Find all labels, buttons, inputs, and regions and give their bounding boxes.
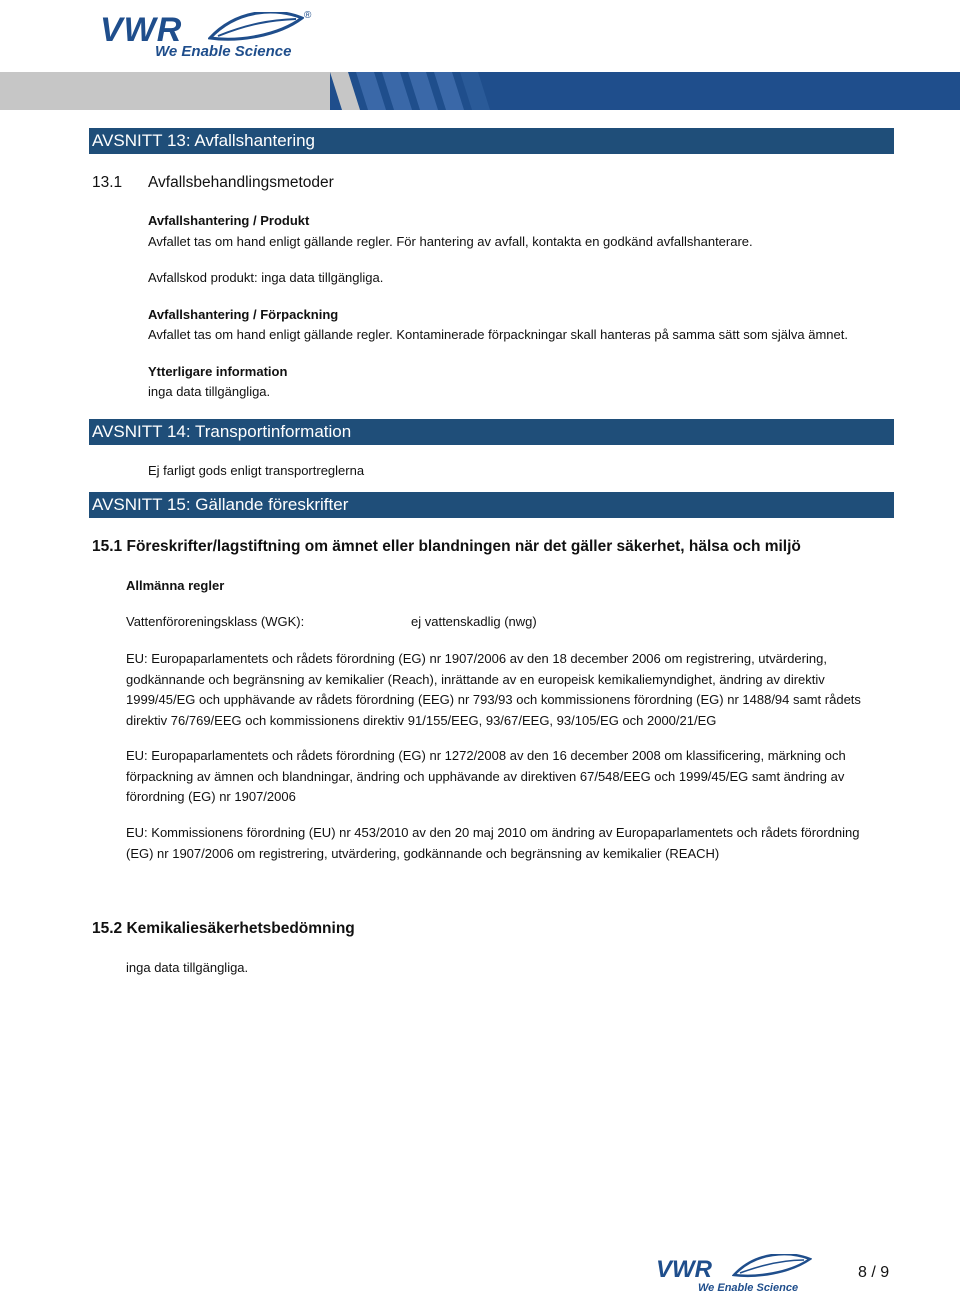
- header-chevron-pattern-icon: [330, 72, 490, 110]
- paragraph-line: direktiv 76/769/EEG och kommissionens direktiv 91/155/EEG, 93/67/EEG, 93/105/EG och 2000/21/EG: [126, 712, 717, 728]
- wgk-value: ej vattenskadlig (nwg): [411, 614, 537, 629]
- wgk-label: Vattenföroreningsklass (WGK):: [126, 614, 305, 629]
- paragraph-line: godkännande och begränsning av kemikalier (Reach), inrättande av en europeisk kemikaliemyndighet, ändring av direktiv: [126, 671, 825, 687]
- paragraph-line: förpackning av ämnen och blandningar, ändring och upphävande av direktiven 67/548/EEG och 1999/45/EG samt ändring av: [126, 768, 845, 784]
- transport-text: Ej farligt gods enligt transportreglerna: [148, 463, 365, 478]
- paragraph-line: förordning (EG) nr 1907/2006: [126, 789, 296, 804]
- general-rules-heading: Allmänna regler: [126, 578, 225, 593]
- section-15-title: AVSNITT 15: Gällande föreskrifter: [89, 492, 894, 518]
- packaging-text: Avfallet tas om hand enligt gällande regler. Kontaminerade förpackningar skall hanteras på samma sätt som själva ämnet.: [148, 327, 848, 342]
- paragraph-line: EU: Kommissionens förordning (EU) nr 453/2010 av den 20 maj 2010 om ändring av Europaparlamentets och rådets förordning: [126, 825, 860, 840]
- section-15-2-title: 15.2 Kemikaliesäkerhetsbedömning: [92, 920, 355, 937]
- regulation-paragraph-3: [126, 823, 886, 864]
- additional-info-heading: Ytterligare information: [148, 364, 288, 379]
- footer-logo: [656, 1254, 816, 1298]
- paragraph-line: 1999/45/EG och upphävande av rådets förordning (EEG) nr 793/93 och kommissionens förordning (EG) nr 1488/94 samt rådets: [126, 692, 861, 707]
- section-13-1-number: 13.1: [92, 174, 123, 191]
- footer-logo-leaf-icon: [732, 1254, 812, 1278]
- waste-code-text: Avfallskod produkt: inga data tillgängliga.: [148, 270, 384, 285]
- footer-logo-wordmark: VWR: [656, 1256, 712, 1283]
- product-heading: Avfallshantering / Produkt: [148, 213, 310, 228]
- header-logo: [100, 10, 315, 62]
- packaging-heading: Avfallshantering / Förpackning: [148, 307, 339, 322]
- additional-info-text: inga data tillgängliga.: [148, 384, 271, 399]
- paragraph-line: (EG) nr 1907/2006 om registrering, utvärdering, godkännande och begränsning av kemikalier (REACH): [126, 845, 720, 861]
- chemical-safety-text: inga data tillgängliga.: [126, 960, 249, 975]
- section-13-1-title: Avfallsbehandlingsmetoder: [148, 174, 334, 191]
- logo-tagline: We Enable Science: [155, 43, 292, 60]
- page-number: 8 / 9: [858, 1264, 890, 1281]
- section-14-title: AVSNITT 14: Transportinformation: [89, 419, 894, 445]
- logo-leaf-icon: [208, 12, 304, 42]
- logo-registered: ®: [304, 10, 312, 21]
- product-text: Avfallet tas om hand enligt gällande regler. För hantering av avfall, kontakta en godkänd avfallshanterare.: [148, 234, 753, 249]
- paragraph-line: EU: Europaparlamentets och rådets förordning (EG) nr 1907/2006 av den 18 december 2006 om registrering, utvärdering,: [126, 651, 827, 666]
- footer-logo-tagline: We Enable Science: [698, 1282, 799, 1294]
- logo-wordmark: VWR: [100, 11, 183, 49]
- paragraph-line: EU: Europaparlamentets och rådets förordning (EG) nr 1272/2008 av den 16 december 2008 om klassificering, märkning och: [126, 748, 846, 763]
- regulation-paragraph-1: [126, 649, 886, 731]
- regulation-paragraph-2: [126, 746, 886, 808]
- section-13-title: AVSNITT 13: Avfallshantering: [89, 128, 894, 154]
- section-15-1-title: 15.1 Föreskrifter/lagstiftning om ämnet eller blandningen när det gäller säkerhet, hälsa och miljö: [92, 538, 801, 555]
